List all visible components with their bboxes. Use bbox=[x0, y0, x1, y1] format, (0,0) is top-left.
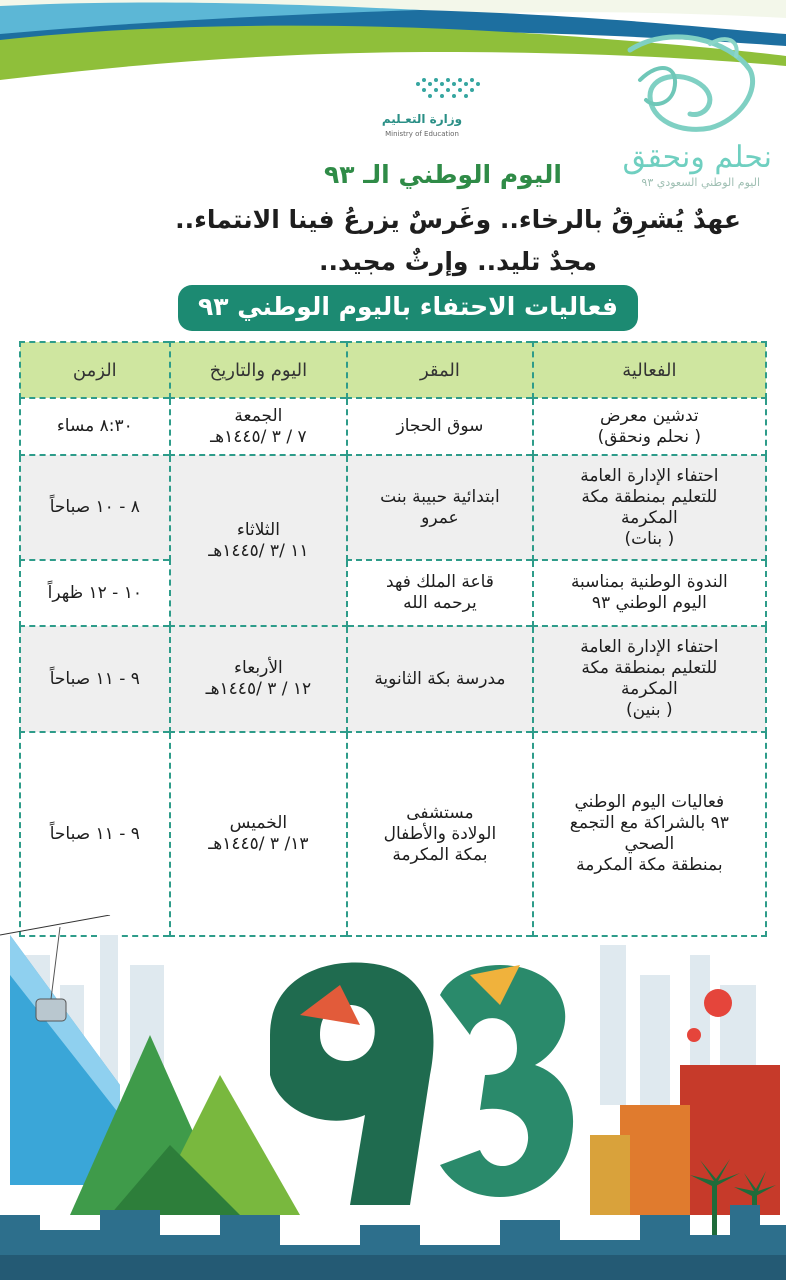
cell-text: بمنطقة مكة المكرمة bbox=[576, 855, 723, 875]
cell-text: الخميس bbox=[229, 813, 288, 833]
event-cell bbox=[533, 455, 766, 560]
event-cell bbox=[533, 732, 766, 936]
date-cell bbox=[170, 626, 348, 732]
cell-text: ابتدائية حبيبة بنت bbox=[380, 486, 500, 507]
header-time: الزمن bbox=[20, 342, 170, 398]
cell-text: ٩٣ بالشراكة مع التجمع bbox=[569, 813, 729, 833]
events-schedule-table bbox=[19, 341, 767, 937]
ministry-name-english: Ministry of Education bbox=[385, 130, 459, 138]
date-cell bbox=[170, 398, 348, 455]
cell-text: بمكة المكرمة bbox=[392, 844, 488, 865]
header-venue: المقر bbox=[347, 342, 533, 398]
cell-text: يرحمه الله bbox=[403, 593, 477, 613]
cell-text: المكرمة bbox=[620, 679, 678, 699]
cell-text: قاعة الملك فهد bbox=[385, 572, 494, 592]
time-cell: ٩ - ١١ صباحاً bbox=[20, 732, 170, 936]
date-cell bbox=[170, 732, 348, 936]
cell-text: الصحي bbox=[624, 834, 675, 854]
venue-cell bbox=[347, 626, 533, 732]
brand-calligraphy-icon bbox=[610, 30, 770, 140]
time-cell: ٨ - ١٠ صباحاً bbox=[20, 455, 170, 560]
venue-cell bbox=[347, 398, 533, 455]
cell-text: تدشين معرض bbox=[600, 405, 699, 426]
cell-text: للتعليم بمنطقة مكة bbox=[581, 658, 718, 678]
time-cell: ٩ - ١١ صباحاً bbox=[20, 626, 170, 732]
cell-text: مدرسة بكة الثانوية bbox=[374, 668, 506, 689]
section-title-banner: فعاليات الاحتفاء باليوم الوطني ٩٣ bbox=[178, 285, 638, 331]
venue-cell bbox=[347, 560, 533, 626]
date-cell bbox=[170, 455, 348, 626]
brand-slogan: نحلم ونحقق bbox=[622, 140, 772, 175]
cell-text: ٧ / ٣ /١٤٤٥هـ bbox=[210, 426, 307, 447]
cell-text: ( بنات) bbox=[624, 528, 675, 549]
cell-text: المكرمة bbox=[620, 507, 678, 528]
table-row bbox=[20, 626, 766, 732]
poem-line-1: عهدٌ يُشرِقُ بالرخاء.. وغَرسٌ يزرعُ فينا الانتماء.. bbox=[175, 205, 741, 234]
event-cell bbox=[533, 398, 766, 455]
brand-subtitle: اليوم الوطني السعودي ٩٣ bbox=[641, 176, 760, 189]
cell-text: الأربعاء bbox=[234, 658, 283, 678]
cell-text: ١١ /٣ /١٤٤٥هـ bbox=[208, 540, 309, 561]
national-day-93-artwork bbox=[0, 915, 786, 1280]
table-row bbox=[20, 455, 766, 560]
cell-text: ١٣/ ٣ /١٤٤٥هـ bbox=[208, 834, 309, 854]
time-cell: ٨:٣٠ مساء bbox=[20, 398, 170, 455]
cell-text: ١٢ / ٣ /١٤٤٥هـ bbox=[205, 679, 312, 699]
table-row bbox=[20, 560, 766, 626]
cell-text: اليوم الوطني ٩٣ bbox=[591, 593, 707, 613]
ministry-logo bbox=[362, 70, 502, 150]
cell-text: احتفاء الإدارة العامة bbox=[580, 465, 719, 486]
cell-text: ( نحلم ونحقق) bbox=[597, 426, 702, 447]
venue-cell bbox=[347, 455, 533, 560]
venue-cell bbox=[347, 732, 533, 936]
cell-text: للتعليم بمنطقة مكة bbox=[581, 486, 718, 507]
cell-text: ( بنين) bbox=[626, 700, 673, 720]
header-event: الفعالية bbox=[533, 342, 766, 398]
cell-text: سوق الحجاز bbox=[396, 416, 484, 436]
cell-text: عمرو bbox=[421, 507, 459, 528]
cell-text: الولادة والأطفال bbox=[383, 823, 497, 844]
cell-text: احتفاء الإدارة العامة bbox=[580, 637, 719, 657]
ministry-logo-icon bbox=[412, 70, 484, 106]
table-row bbox=[20, 398, 766, 455]
poem-line-2: مجدٌ تليد.. وإرثٌ مجيد.. bbox=[318, 247, 598, 276]
header-date: اليوم والتاريخ bbox=[170, 342, 348, 398]
event-cell bbox=[533, 626, 766, 732]
cell-text: فعاليات اليوم الوطني bbox=[574, 792, 725, 812]
time-cell: ١٠ - ١٢ ظهراً bbox=[20, 560, 170, 626]
event-cell bbox=[533, 560, 766, 626]
cell-text: الندوة الوطنية بمناسبة bbox=[570, 572, 728, 592]
table-header-row bbox=[20, 342, 766, 398]
cell-text: مستشفى bbox=[406, 802, 474, 823]
page-title: اليوم الوطني الـ ٩٣ bbox=[324, 160, 562, 189]
cell-text: الجمعة bbox=[234, 405, 283, 426]
table-row bbox=[20, 732, 766, 936]
ministry-name-arabic: وزارة التعـليم bbox=[381, 112, 463, 126]
cell-text: الثلاثاء bbox=[236, 519, 280, 540]
